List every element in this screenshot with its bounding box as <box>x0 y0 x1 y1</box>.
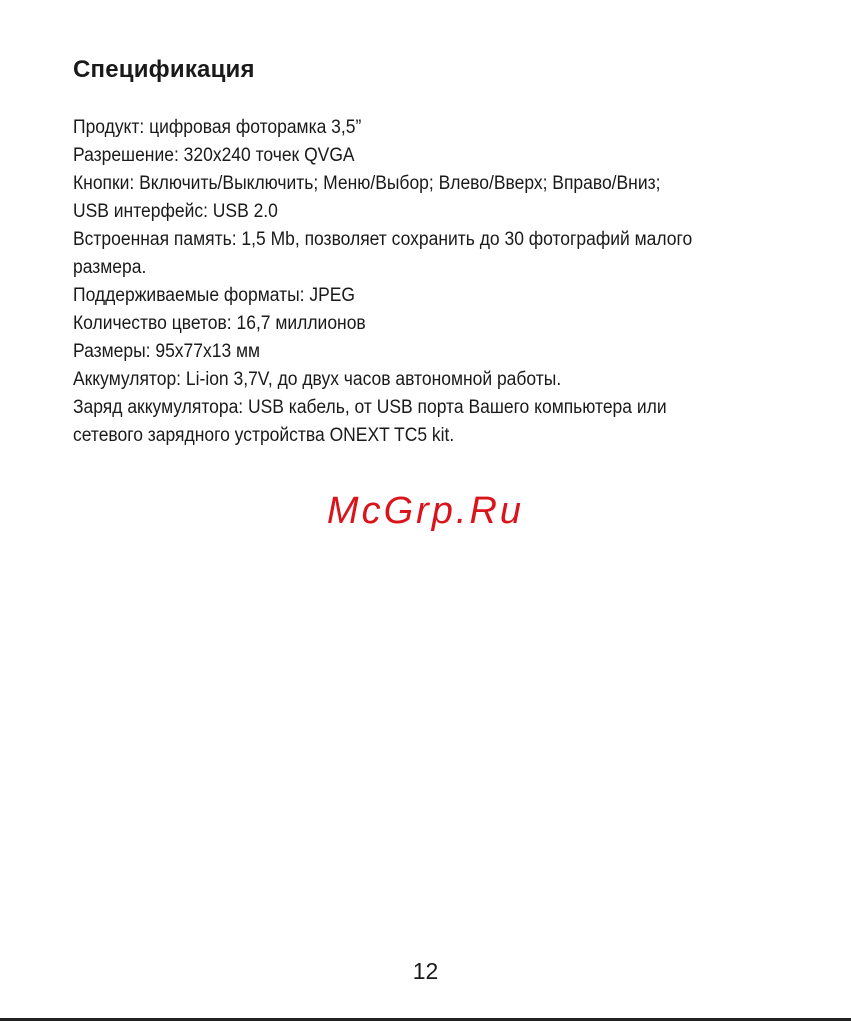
spec-line-product: Продукт: цифровая фоторамка 3,5” <box>73 117 362 138</box>
spec-line-usb-interface: USB интерфейс: USB 2.0 <box>73 201 278 222</box>
page-number: 12 <box>412 958 439 984</box>
spec-line-charging-cont: сетевого зарядного устройства ONEXT TC5 kit. <box>73 425 455 446</box>
spec-line-memory-cont: размера. <box>73 257 147 278</box>
watermark-logo: McGrp.Ru <box>326 490 525 532</box>
spec-line-colors: Количество цветов: 16,7 миллионов <box>73 313 366 334</box>
spec-line-resolution: Разрешение: 320x240 точек QVGA <box>73 145 355 166</box>
spec-line-dimensions: Размеры: 95x77x13 мм <box>73 341 261 362</box>
spec-line-formats: Поддерживаемые форматы: JPEG <box>73 285 356 306</box>
page-title: Спецификация <box>73 56 255 83</box>
spec-line-buttons: Кнопки: Включить/Выключить; Меню/Выбор; Влево/Вверх; Вправо/Вниз; <box>73 173 661 194</box>
spec-line-memory: Встроенная память: 1,5 Mb, позволяет сохранить до 30 фотографий малого <box>73 229 693 250</box>
spec-list <box>73 114 793 450</box>
spec-line-battery: Аккумулятор: Li-ion 3,7V, до двух часов автономной работы. <box>73 369 562 390</box>
spec-line-charging: Заряд аккумулятора: USB кабель, от USB порта Вашего компьютера или <box>73 397 667 418</box>
